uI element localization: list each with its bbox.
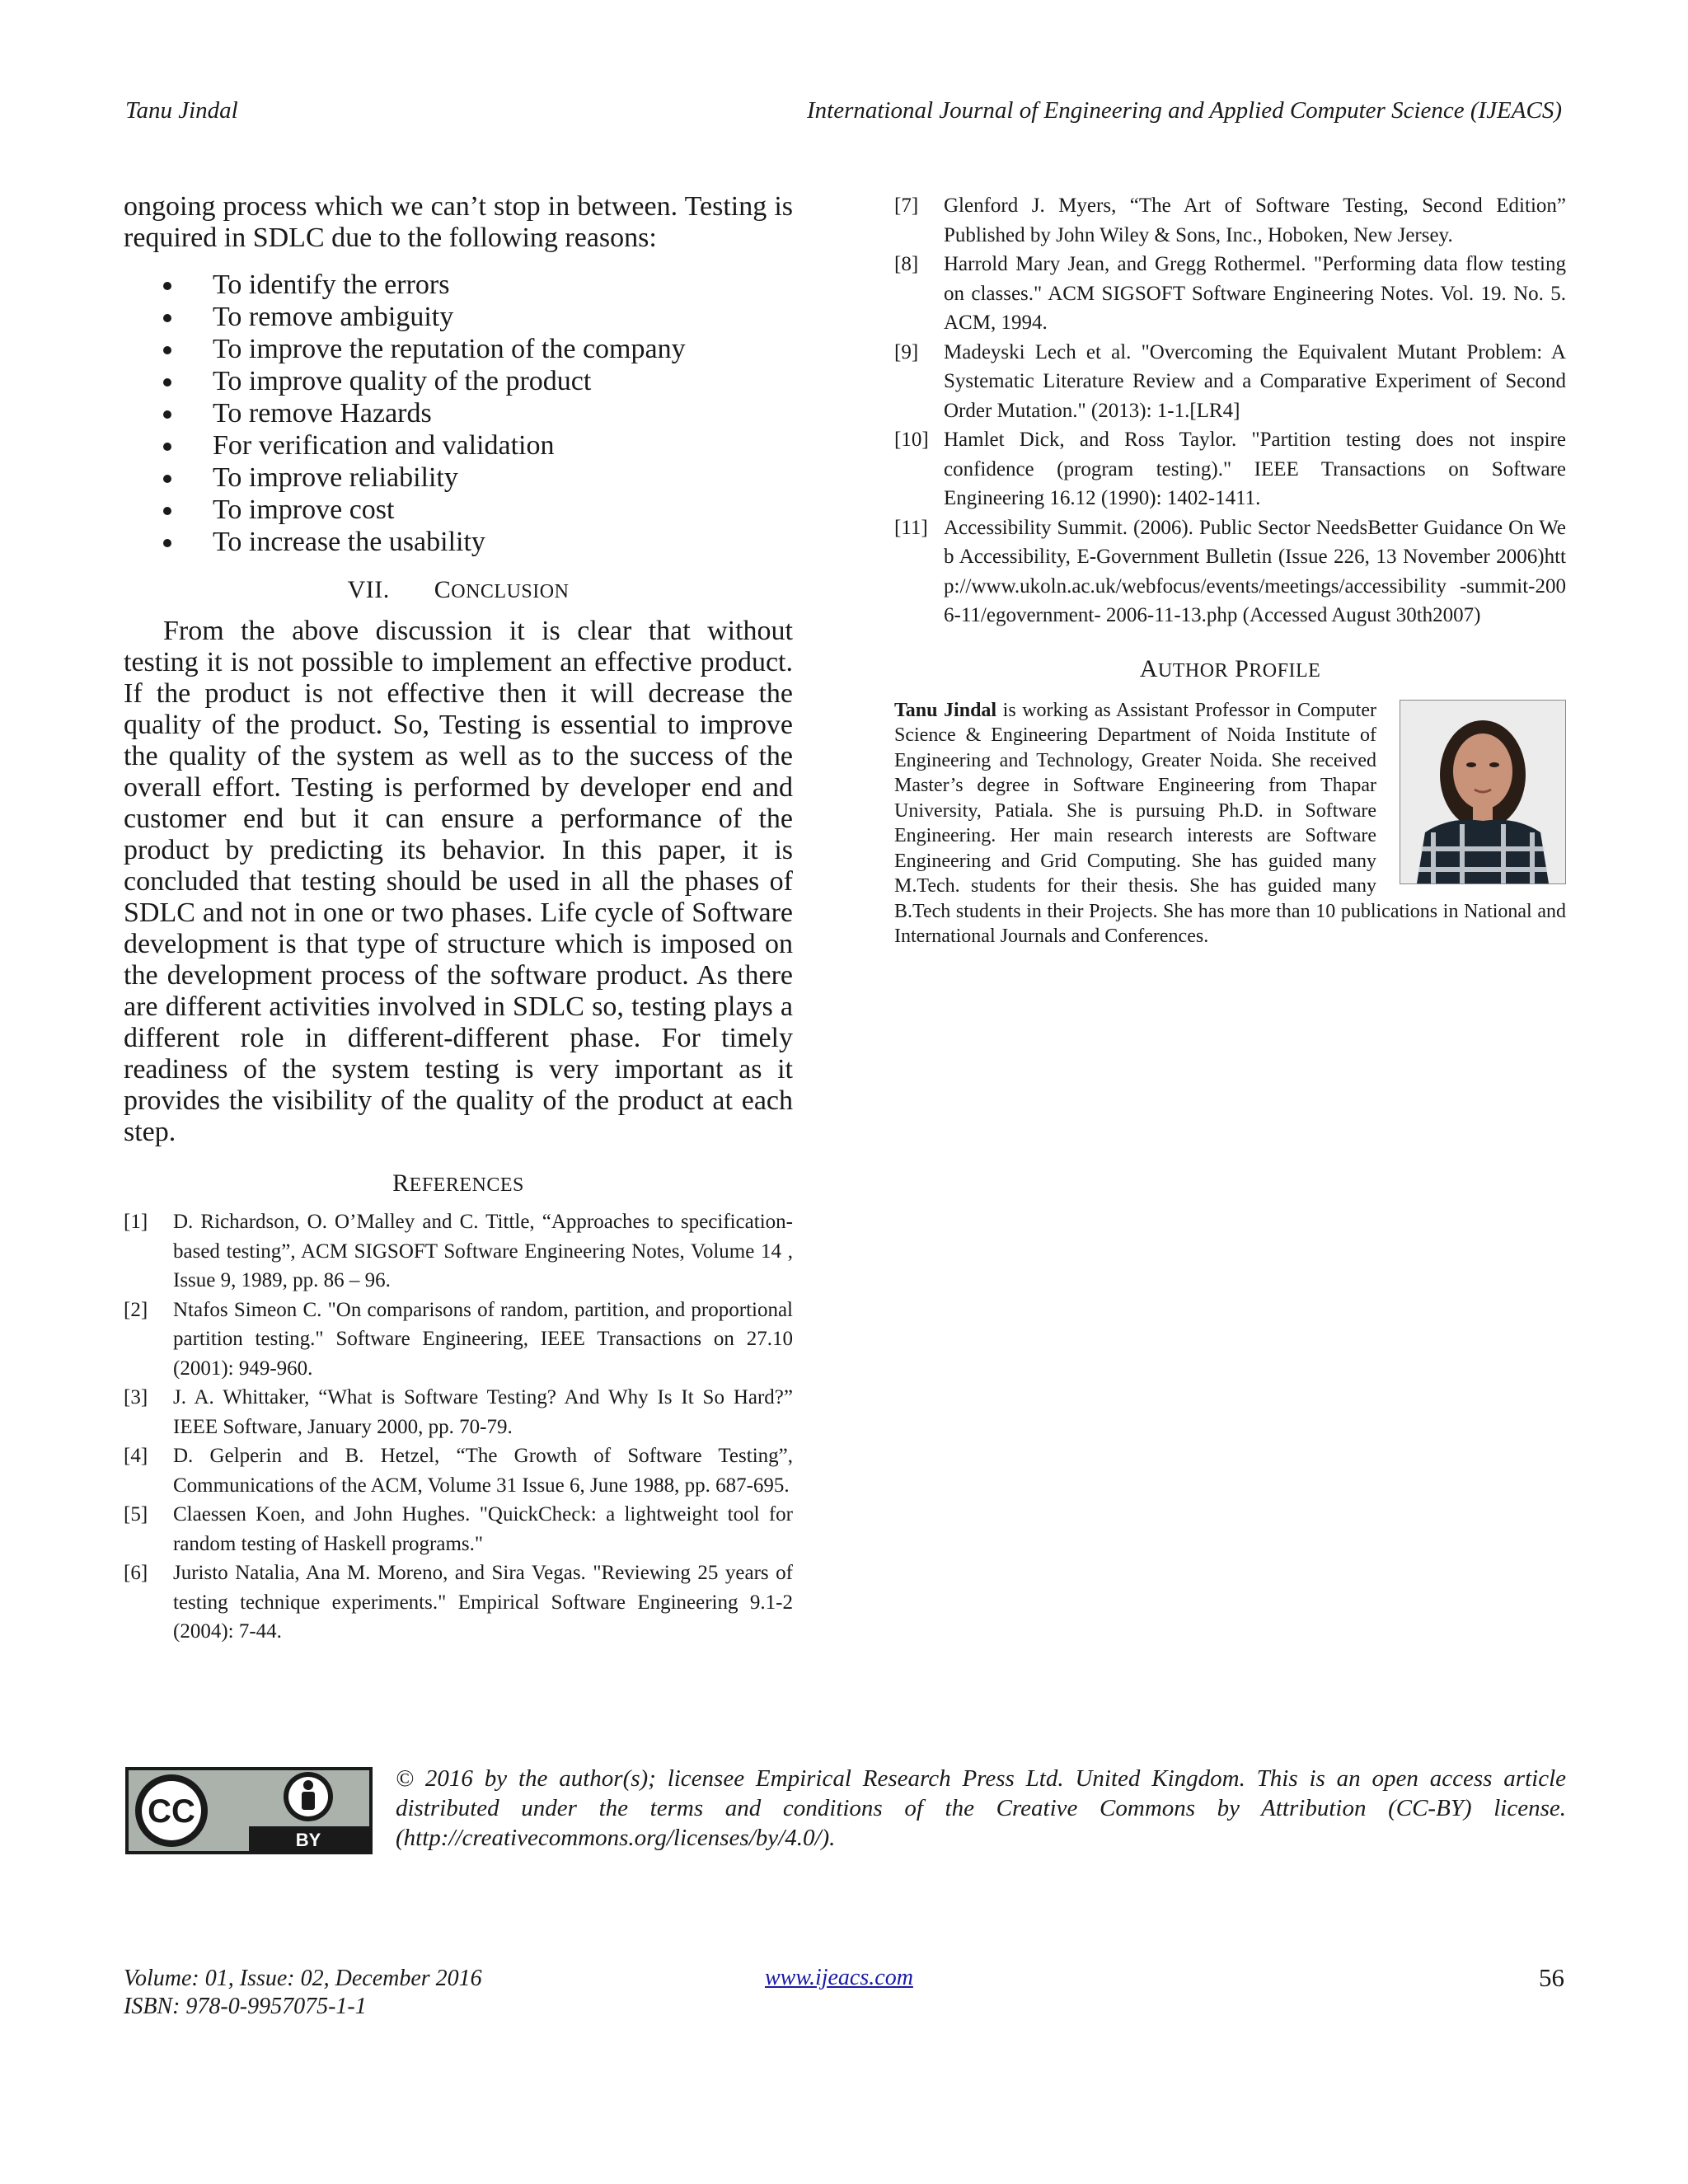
reference-item: [10] Hamlet Dick, and Ross Taylor. "Partition testing does not inspire confidence (program testing)." IEEE Transactions on Software Engineering 16.12 (1990): 1402-1411. (894, 429, 1566, 509)
author-profile-heading: AUTHOR PROFILE (1139, 654, 1321, 682)
list-item: For verification and validation (124, 429, 793, 462)
bullet-icon (163, 410, 171, 419)
bullet-icon (163, 282, 171, 290)
reference-item: [11] Accessibility Summit. (2006). Public Sector NeedsBetter Guidance On Web Accessibility, E-Government Bulletin (Issue 226, 13 November 2006)http://www.ukoln.ac.uk/webfocus/events/meetings/accessibility -summit-2006-11/egovernment- 2006-11-13.php (Accessed August 30th2007) (894, 516, 1566, 626)
page-number: 56 (1539, 1963, 1564, 1992)
intro-paragraph: ongoing process which we can’t stop in between. Testing is required in SDLC due to the following reasons: (124, 191, 793, 253)
license-block (125, 1764, 1568, 1863)
list-item: To improve the reputation of the company (124, 333, 793, 365)
list-item: To improve cost (124, 494, 793, 526)
author-profile (894, 698, 1566, 949)
list-item: To remove Hazards (124, 397, 793, 429)
right-column (894, 191, 1566, 949)
cc-by-badge (125, 1767, 373, 1854)
list-item: To improve reliability (124, 462, 793, 494)
bullet-icon (163, 314, 171, 322)
running-header-journal: International Journal of Engineering and Applied Computer Science (IJEACS) (806, 97, 1562, 124)
footer-isbn: ISBN: 978-0-9957075-1-1 (124, 1994, 367, 2019)
reference-item: [1] D. Richardson, O. O’Malley and C. Tittle, “Approaches to specification-based testing”, ACM SIGSOFT Software Engineering Notes, Volume 14 , Issue 9, 1989, pp. 86 – 96. (124, 1211, 793, 1291)
license-text: © 2016 by the author(s); licensee Empirical Research Press Ltd. United Kingdom. This is an open access article distributed under the terms and conditions of the Creative Commons by Attribution (CC-BY) license. (http://creativecommons.org/licenses/by/4.0/). (396, 1765, 1566, 1851)
author-name: Tanu Jindal (894, 699, 997, 721)
reference-item: [4] D. Gelperin and B. Hetzel, “The Growth of Software Testing”, Communications of the ACM, Volume 31 Issue 6, June 1988, pp. 687-695. (124, 1445, 793, 1497)
list-item: To remove ambiguity (124, 301, 793, 333)
references-list-left (124, 1207, 793, 1647)
list-item: To improve quality of the product (124, 365, 793, 397)
list-item: To increase the usability (124, 526, 793, 558)
reference-item: [9] Madeyski Lech et al. "Overcoming the Equivalent Mutant Problem: A Systematic Literature Review and a Comparative Experiment of Second Order Mutation." (2013): 1-1.[LR4] (894, 340, 1566, 422)
creative-commons-by-icon (125, 1767, 373, 1854)
reference-item: [6] Juristo Natalia, Ana M. Moreno, and Sira Vegas. "Reviewing 25 years of testing technique experiments." Empirical Software Engineering 9.1-2 (2004): 7-44. (124, 1562, 793, 1643)
footer-website-link[interactable]: www.ijeacs.com (765, 1965, 913, 1990)
footer-volume: Volume: 01, Issue: 02, December 2016 (124, 1966, 482, 1991)
bullet-icon (163, 443, 171, 451)
list-item: To identify the errors (124, 269, 793, 301)
bullet-icon (163, 539, 171, 547)
author-photo (1400, 700, 1566, 884)
footer-volume-info (124, 1965, 482, 2021)
conclusion-heading: VII. CONCLUSION (347, 576, 570, 603)
author-bio: is working as Assistant Professor in Computer Science & Engineering Department of Noida Institute of Engineering and Technology, Greater Noida. She received Master’s degree in Software Engineering from Thapar University, Patiala. She is pursuing Ph.D. in Software Engineering. Her main research interests are Software Engineering and Grid Computing. She has guided many M.Tech. students for their thesis. She has guided many B.Tech students in their Projects. She has more than 10 publications in National and International Journals and Conferences. (894, 699, 1566, 947)
reasons-list (124, 269, 793, 558)
cc-logo-text: CC (148, 1793, 195, 1830)
reference-item: [5] Claessen Koen, and John Hughes. "QuickCheck: a lightweight tool for random testing of Haskell programs." (124, 1503, 793, 1555)
reference-item: [3] J. A. Whittaker, “What is Software Testing? And Why Is It So Hard?” IEEE Software, January 2000, pp. 70-79. (124, 1386, 793, 1438)
author-portrait-icon (1400, 701, 1565, 883)
references-heading: REFERENCES (392, 1169, 524, 1197)
running-header-author: Tanu Jindal (125, 97, 238, 124)
references-list-right (894, 191, 1566, 630)
reference-item: [8] Harrold Mary Jean, and Gregg Rothermel. "Performing data flow testing on classes." ACM SIGSOFT Software Engineering Notes. Vol. 19. No. 5. ACM, 1994. (894, 253, 1566, 334)
reference-item: [7] Glenford J. Myers, “The Art of Software Testing, Second Edition” Published by John Wiley & Sons, Inc., Hoboken, New Jersey. (894, 194, 1566, 246)
by-logo-text: BY (295, 1830, 321, 1850)
bullet-icon (163, 378, 171, 387)
left-column (124, 191, 793, 1647)
bullet-icon (163, 475, 171, 483)
bullet-icon (163, 507, 171, 515)
conclusion-paragraph: From the above discussion it is clear that without testing it is not possible to implement an effective product. If the product is not effective then it will decrease the quality of the product. So, Testing is essential to improve the quality of the system as well as to the success of the overall effort. Testing is performed by developer end and customer end but it can ensure a performance of the product by predicting its behavior. In this paper, it is concluded that testing should be used in all the phases of SDLC and not in one or two phases. Life cycle of Software development is that type of structure which is imposed on the development process of the software product. As there are different activities involved in SDLC so, testing plays a different role in different-different phase. For timely readiness of the system testing is very important as it provides the visibility of the quality of the product at each step. (124, 616, 793, 1147)
bullet-icon (163, 346, 171, 354)
reference-item: [2] Ntafos Simeon C. "On comparisons of random, partition, and proportional partition testing." Software Engineering, IEEE Transactions on 27.10 (2001): 949-960. (124, 1298, 793, 1380)
